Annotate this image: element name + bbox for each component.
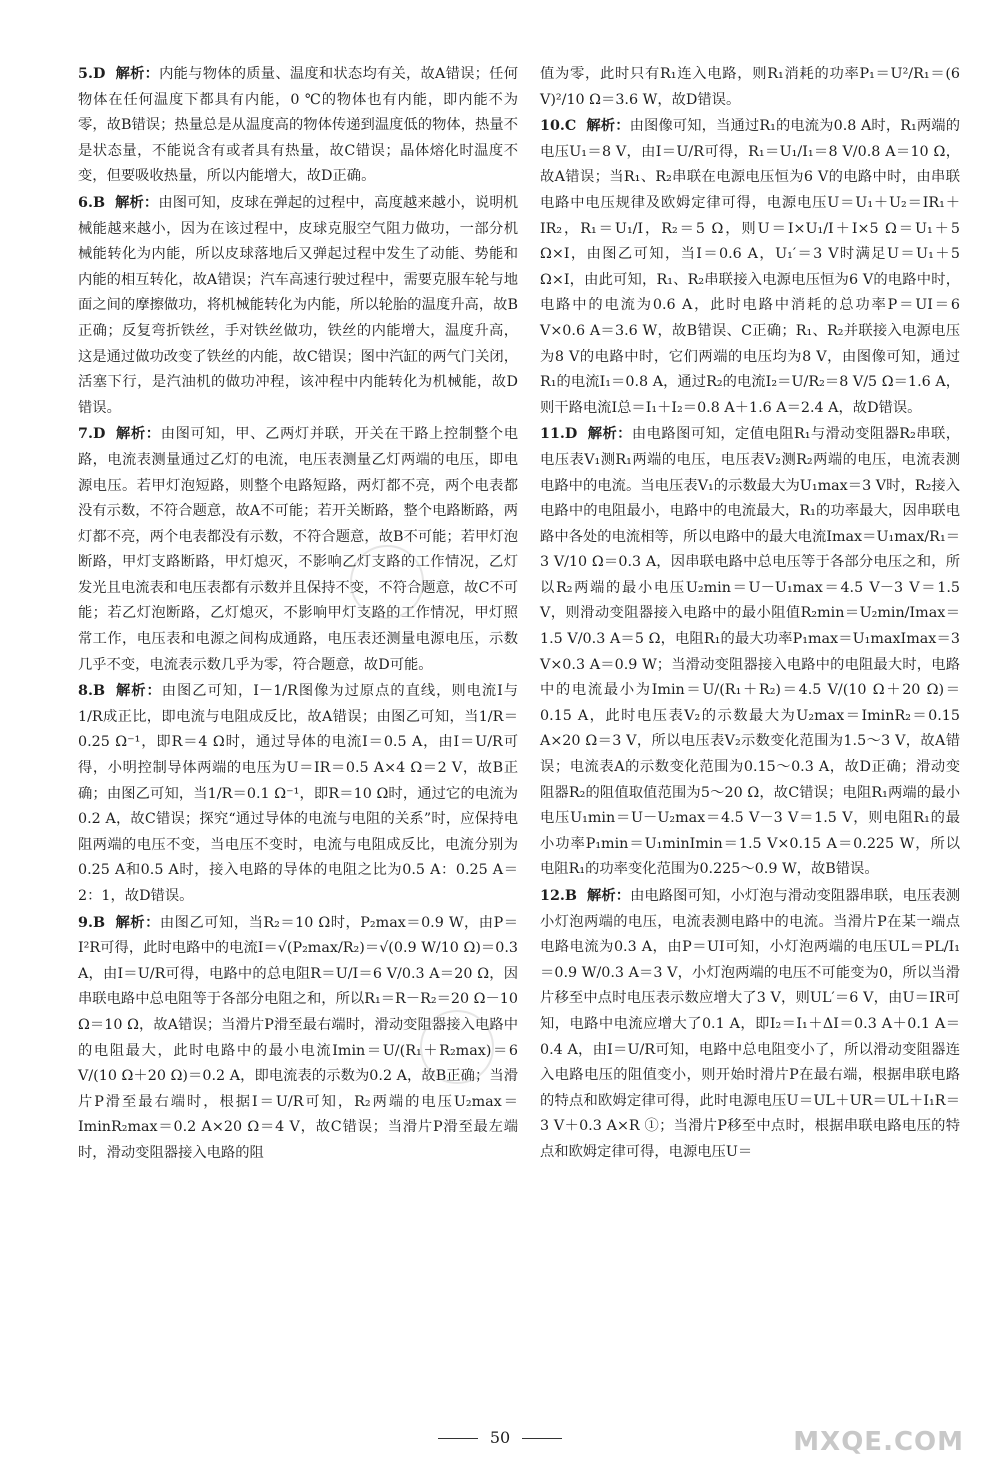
analysis-label: 解析： <box>115 426 161 443</box>
answer-item-continued <box>540 62 960 113</box>
question-number: 11. <box>540 426 565 443</box>
analysis-text: 由图乙可知，当R₂＝10 Ω时，P₂max＝0.9 W，由P＝I²R可得，此时电路中的电流I＝√(P₂max/R₂)＝√(0.9 W/10 Ω)＝0.3 A，由I＝U/R可得，电路中的总电阻R＝U/I＝6 V/0.3 A＝20 Ω，因串联电路中总电阻等于各部分电阻之和，所以R₁＝R－R₂＝20 Ω－10 Ω＝10 Ω，故A错误；当滑片P滑至最右端时，滑动变阻器接入电路中的电阻最大，此时电路中的最小电流Imin＝U/(R₁＋R₂max)＝6 V/(10 Ω＋20 Ω)＝0.2 A，即电流表的示数为0.2 A，故B正确；当滑片P滑至最右端时，根据I＝U/R可知，R₂两端的电压U₂max＝IminR₂max＝0.2 A×20 Ω＝4 V，故C错误；当滑片P滑至最左端时，滑动变阻器接入电路的阻 <box>78 914 519 1161</box>
page-dash-left <box>438 1438 478 1439</box>
answer-item <box>78 191 518 421</box>
analysis-label: 解析： <box>586 118 630 135</box>
analysis-label: 解析： <box>115 683 162 700</box>
analysis-text: 值为零，此时只有R₁连入电路，则R₁消耗的功率P₁＝U²/R₁＝(6 V)²/10 Ω＝3.6 W，故D错误。 <box>540 66 960 108</box>
answer-item <box>540 884 960 1166</box>
analysis-text: 由电路图可知，小灯泡与滑动变阻器串联，电压表测小灯泡两端的电压，电流表测电路中的电流。当滑片P在某一端点电路电流为0.3 A，由P＝UI可知，小灯泡两端的电压UL＝PL/I₁＝0.9 W/0.3 A＝3 V，小灯泡两端的电压不可能变为0，所以当滑片移至中点时电压表示数应增大了3 V，则UL′＝6 V，由U＝IR可知，电路中电流应增大了0.1 A，即I₂＝I₁＋ΔI＝0.3 A＋0.1 A＝0.4 A，由I＝U/R可知，电路中总电阻变小了，所以滑动变阻器连入电路电压的阻值变小，则开始时滑片P在最右端，根据串联电路的特点和欧姆定律可得，此时电源电压U＝UL＋UR＝UL＋I₁R＝3 V＋0.3 A×R ①；当滑片P移至中点时，根据串联电路电压的特点和欧姆定律可得，电源电压U＝ <box>540 888 960 1160</box>
answer-letter: B <box>92 683 106 700</box>
right-column <box>540 62 960 1167</box>
analysis-text: 内能与物体的质量、温度和状态均有关，故A错误；任何物体在任何温度下都具有内能，0 ℃的物体也有内能，即内能不为零，故B错误；热量总是从温度高的物体传递到温度低的物体，热量不是状态量，不能说含有或者具有热量，故C错误；晶体熔化时温度不变，但要吸收热量，所以内能增大，故D正确。 <box>78 66 518 185</box>
answer-letter: D <box>92 426 106 443</box>
question-number: 12. <box>540 888 565 904</box>
analysis-label: 解析： <box>115 914 160 931</box>
question-number: 6. <box>78 194 93 211</box>
analysis-text: 由图可知，甲、乙两灯并联，开关在干路上控制整个电路，电流表测量通过乙灯的电流，电压表测量乙灯两端的电压，即电源电压。若甲灯泡短路，则整个电路短路，两灯都不亮，两个电表都没有示数，不符合题意，故A不可能；若开关断路，整个电路断路，两灯都不亮，两个电表都没有示数，不符合题意，故B不可能；若甲灯泡断路，甲灯支路断路，甲灯熄灭，不影响乙灯支路的工作情况，乙灯发光且电流表和电压表都有示数并且保持不变，不符合题意，故C不可能；若乙灯泡断路，乙灯熄灭，不影响甲灯支路的工作情况，甲灯照常工作，电压表和电源之间构成通路，电压表还测量电源电压，示数几乎不变，电流表示数几乎为零，符合题意，故D可能。 <box>78 426 519 673</box>
analysis-text: 由图乙可知，I－1/R图像为过原点的直线，则电流I与1/R成正比，即电流与电阻成反比，故A错误；由图乙可知，当1/R＝0.25 Ω⁻¹，即R＝4 Ω时，通过导体的电流I＝0.5 A，由I＝U/R可得，小明控制导体两端的电压为U＝IR＝0.5 A×4 Ω＝2 V，故B正确；由图乙可知，当1/R＝0.1 Ω⁻¹，即R＝10 Ω时，通过它的电流为0.2 A，故C错误；探究“通过导体的电流与电阻的关系”时，应保持电阻两端的电压不变，当电压不变时，电流与电阻成反比，电流分别为0.25 A和0.5 A时，接入电路的导体的电阻之比为0.5 A：0.25 A＝2：1，故D错误。 <box>78 683 518 904</box>
answer-letter: D <box>564 426 578 443</box>
question-number: 7. <box>78 426 93 443</box>
stamp-watermark <box>350 545 424 619</box>
site-watermark <box>793 1427 964 1457</box>
answer-item <box>540 114 960 421</box>
analysis-text: 由电路图可知，定值电阻R₁与滑动变阻器R₂串联，电压表V₁测R₁两端的电压，电压表V₂测R₂两端的电压，电流表测电路中的电流。当电压表V₁的示数最大为U₁max＝3 V时，R₂接入电路中的电阻最小，电路中的电流最大，R₁的功率最大，因串联电路中各处的电流相等，所以电路中的最大电流Imax＝U₁max/R₁＝3 V/10 Ω＝0.3 A，因串联电路中总电压等于各部分电压之和，所以R₂两端的最小电压U₂min＝U－U₁max＝4.5 V－3 V＝1.5 V，则滑动变阻器接入电路中的最小阻值R₂min＝U₂min/Imax＝1.5 V/0.3 A＝5 Ω，电阻R₁的最大功率P₁max＝U₁maxImax＝3 V×0.3 A＝0.9 W；当滑动变阻器接入电路中的电阻最大时，电路中的电流最小为Imin＝U/(R₁＋R₂)＝4.5 V/(10 Ω＋20 Ω)＝0.15 A，此时电压表V₂的示数最大为U₂max＝IminR₂＝0.15 A×20 Ω＝3 V，所以电压表V₂示数变化范围为1.5～3 V，故A错误；电流表A的示数变化范围为0.15～0.3 A，故D正确；滑动变阻器R₂的阻值取值范围为5～20 Ω，故C错误；电阻R₁两端的最小电压U₁min＝U－U₂max＝4.5 V－3 V＝1.5 V，则电阻R₁的最小功率P₁min＝U₁minImin＝1.5 V×0.15 A＝0.225 W，所以电阻R₁的功率变化范围为0.225～0.9 W，故B错误。 <box>540 426 960 878</box>
analysis-label: 解析： <box>586 888 631 904</box>
page-number-text: 50 <box>489 1428 511 1447</box>
answer-item <box>540 422 960 883</box>
page-dash-right <box>522 1438 562 1439</box>
answer-letter: B <box>92 914 106 931</box>
left-column <box>78 62 518 1168</box>
question-number: 8. <box>78 683 93 700</box>
analysis-text: 由图像可知，当通过R₁的电流为0.8 A时，R₁两端的电压U₁＝8 V，由I＝U/R可得，R₁＝U₁/I₁＝8 V/0.8 A＝10 Ω，故A错误；当R₁、R₂串联在电源电压恒为6 V的电路中时，由串联电路中电压规律及欧姆定律可得，电源电压U＝U₁＋U₂＝IR₁＋IR₂，R₁＝U₁/I，R₂＝5 Ω，则U＝I×U₁/I＋I×5 Ω＝U₁＋5 Ω×I，由图乙可知，当I＝0.6 A，U₁′＝3 V时满足U＝U₁＋5 Ω×I，由此可知，R₁、R₂串联接入电源电压恒为6 V的电路中时，电路中的电流为0.6 A，此时电路中消耗的总功率P＝UI＝6 V×0.6 A＝3.6 W，故B错误、C正确；R₁、R₂并联接入电源电压为8 V的电路中时，它们两端的电压均为8 V，由图像可知，通过R₁的电流I₁＝0.8 A，通过R₂的电流I₂＝U/R₂＝8 V/5 Ω＝1.6 A，则干路电流I总＝I₁＋I₂＝0.8 A＋1.6 A＝2.4 A，故D错误。 <box>540 118 960 416</box>
answer-item <box>78 679 518 909</box>
answer-letter: B <box>92 194 106 211</box>
answer-letter: B <box>564 888 577 904</box>
analysis-text: 由图可知，皮球在弹起的过程中，高度越来越小，说明机械能越来越小，因为在该过程中，皮球克服空气阻力做功，一部分机械能转化为内能，所以皮球落地后又弹起过程中发生了动能、势能和内能的相互转化，故A错误；汽车高速行驶过程中，需要克服车轮与地面之间的摩擦做功，将机械能转化为内能，所以轮胎的温度升高，故B正确；反复弯折铁丝，手对铁丝做功，铁丝的内能增大，温度升高，这是通过做功改变了铁丝的内能，故C错误；图中汽缸的两气门关闭，活塞下行，是汽油机的做功冲程，该冲程中内能转化为机械能，故D错误。 <box>78 194 519 416</box>
question-number: 9. <box>78 914 93 931</box>
answer-item <box>78 422 518 678</box>
answer-letter: C <box>564 118 577 135</box>
stamp-watermark <box>420 1010 494 1084</box>
answer-letter: D <box>92 66 106 82</box>
analysis-label: 解析： <box>587 426 632 443</box>
answer-item <box>78 62 518 190</box>
analysis-label: 解析： <box>115 66 160 82</box>
watermark-text: MXQE.COM <box>793 1427 964 1457</box>
question-number: 10. <box>540 118 565 135</box>
analysis-label: 解析： <box>115 194 159 211</box>
question-number: 5. <box>78 66 93 82</box>
